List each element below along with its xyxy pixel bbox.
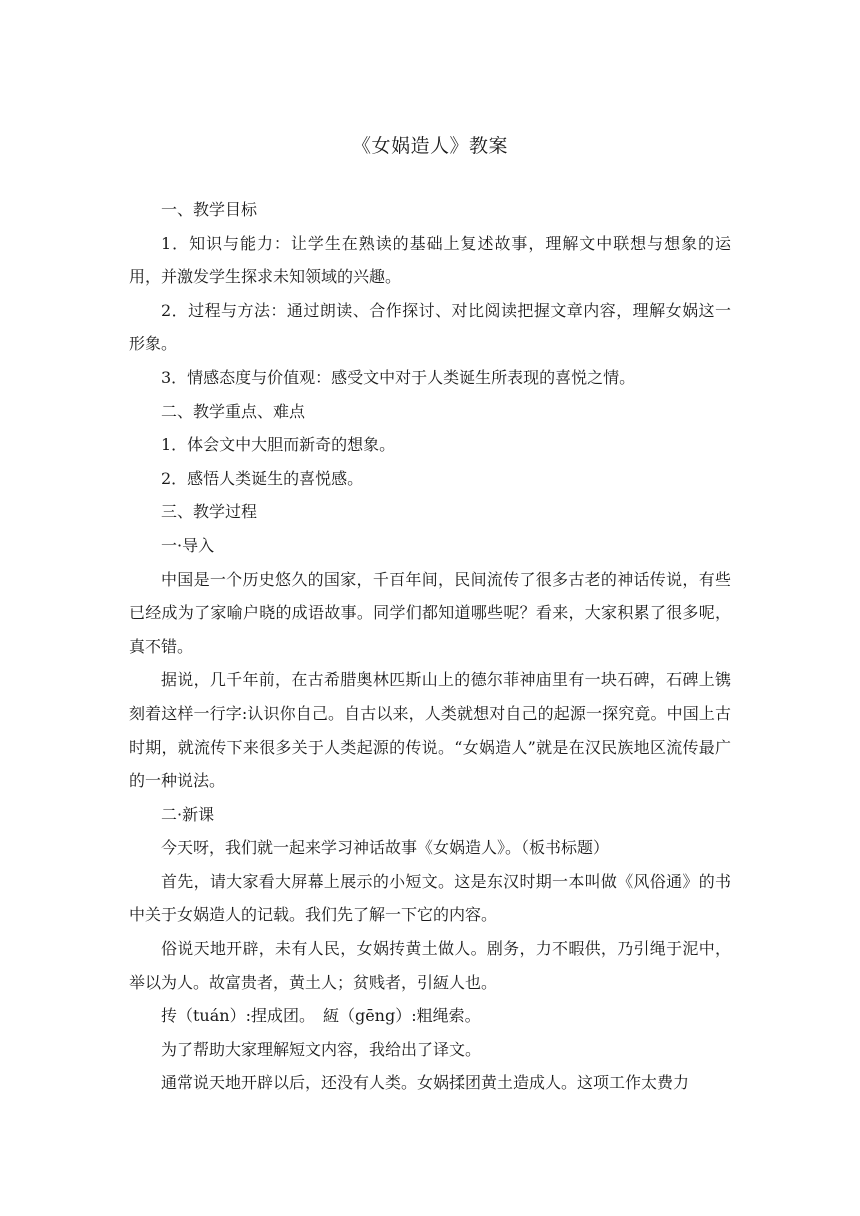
- paragraph-new-lesson-1: 今天呀，我们就一起来学习神话故事《女娲造人》。（板书标题）: [161, 838, 610, 858]
- section-heading-process: 三、教学过程: [161, 502, 258, 522]
- subheading-introduction: 一·导入: [161, 535, 215, 555]
- paragraph-classical-text: 俗说天地开辟，未有人民，女娲抟黄土做人。剧务，力不暇供，乃引绳于泥中，举以为人。故富贵者，黄土人；贫贱者，引絚人也。: [129, 939, 731, 992]
- paragraph-objective-3: 3．情感态度与价值观：感受文中对于人类诞生所表现的喜悦之情。: [161, 367, 636, 387]
- paragraph-new-lesson-2: 首先，请大家看大屏幕上展示的小短文。这是东汉时期一本叫做《风俗通》的书中关于女娲造人的记载。我们先了解一下它的内容。: [129, 871, 731, 925]
- document-body: [129, 193, 731, 1100]
- section-heading-key-points: 二、教学重点、难点: [161, 401, 306, 421]
- paragraph-introduction-2: 据说，几千年前，在古希腊奥林匹斯山上的德尔菲神庙里有一块石碑，石碑上镌刻着这样一行字:认识你自己。自古以来，人类就想对自己的起源一探究竟。中国上古时期，就流传下来很多关于人类起源的传说。“女娲造人”就是在汉民族地区流传最广的一种说法。: [129, 670, 731, 791]
- subheading-new-lesson: 二·新课: [161, 804, 215, 824]
- paragraph-introduction-1: 中国是一个历史悠久的国家，千百年间，民间流传了很多古老的神话传说，有些已经成为了家喻户晓的成语故事。同学们都知道哪些呢？看来，大家积累了很多呢，真不错。: [129, 569, 731, 656]
- paragraph-objective-1: 1．知识与能力：让学生在熟读的基础上复述故事，理解文中联想与想象的运用，并激发学生探求未知领域的兴趣。: [129, 233, 731, 287]
- paragraph-translation-intro: 为了帮助大家理解短文内容，我给出了译文。: [161, 1039, 482, 1059]
- paragraph-translation: 通常说天地开辟以后，还没有人类。女娲揉团黄土造成人。这项工作太费力: [161, 1073, 690, 1093]
- section-heading-objectives: 一、教学目标: [161, 200, 258, 219]
- paragraph-key-point-2: 2．感悟人类诞生的喜悦感。: [161, 468, 364, 488]
- document-title: 《女娲造人》教案: [351, 135, 508, 157]
- paragraph-key-point-1: 1．体会文中大胆而新奇的想象。: [161, 435, 396, 455]
- paragraph-glossary: 抟（tuán）:捏成团。 絚（gēng）:粗绳索。: [161, 1006, 481, 1026]
- paragraph-objective-2: 2．过程与方法：通过朗读、合作探讨、对比阅读把握文章内容，理解女娲这一形象。: [129, 300, 731, 354]
